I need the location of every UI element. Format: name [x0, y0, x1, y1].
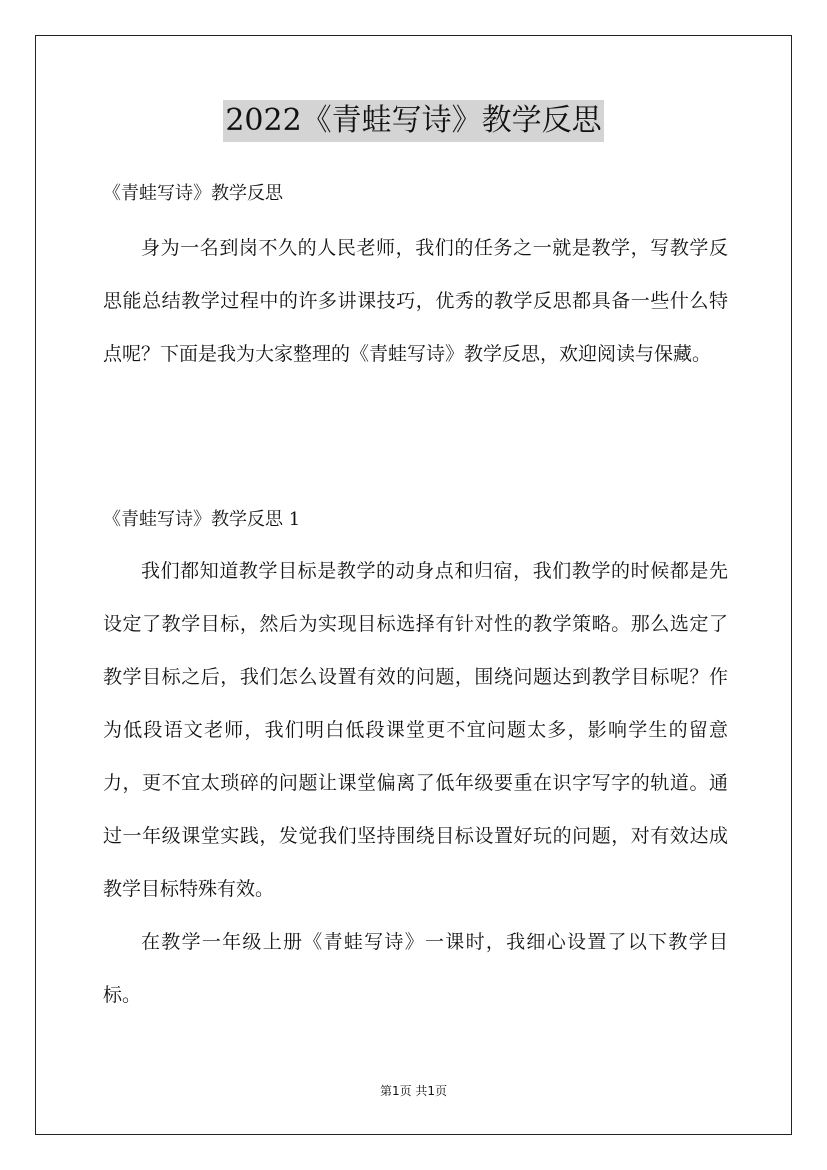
section1-heading: 《青蛙写诗》教学反思 1	[103, 509, 301, 530]
section1-body	[103, 545, 728, 1022]
title-container	[0, 100, 827, 142]
subtitle: 《青蛙写诗》教学反思	[103, 183, 283, 204]
page-footer: 第1页 共1页	[379, 1084, 448, 1098]
section1-paragraph-1: 我们都知道教学目标是教学的动身点和归宿，我们教学的时候都是先设定了教学目标，然后为实现目标选择有针对性的教学策略。那么选定了教学目标之后，我们怎么设置有效的问题，围绕问题达到教学目标呢？作为低段语文老师，我们明白低段课堂更不宜问题太多，影响学生的留意力，更不宜太琐碎的问题让课堂偏离了低年级要重在识字写字的轨道。通过一年级课堂实践，发觉我们坚持围绕目标设置好玩的问题，对有效达成教学目标特殊有效。	[103, 560, 728, 900]
intro-paragraph	[103, 222, 728, 381]
section1-paragraph-2: 在教学一年级上册《青蛙写诗》一课时，我细心设置了以下教学目标。	[103, 931, 728, 1006]
intro-text: 身为一名到岗不久的人民老师，我们的任务之一就是教学，写教学反思能总结教学过程中的许多讲课技巧，优秀的教学反思都具备一些什么特点呢？下面是我为大家整理的《青蛙写诗》教学反思，欢迎阅读与保藏。	[103, 237, 728, 365]
document-title: 2022《青蛙写诗》教学反思	[223, 100, 603, 142]
